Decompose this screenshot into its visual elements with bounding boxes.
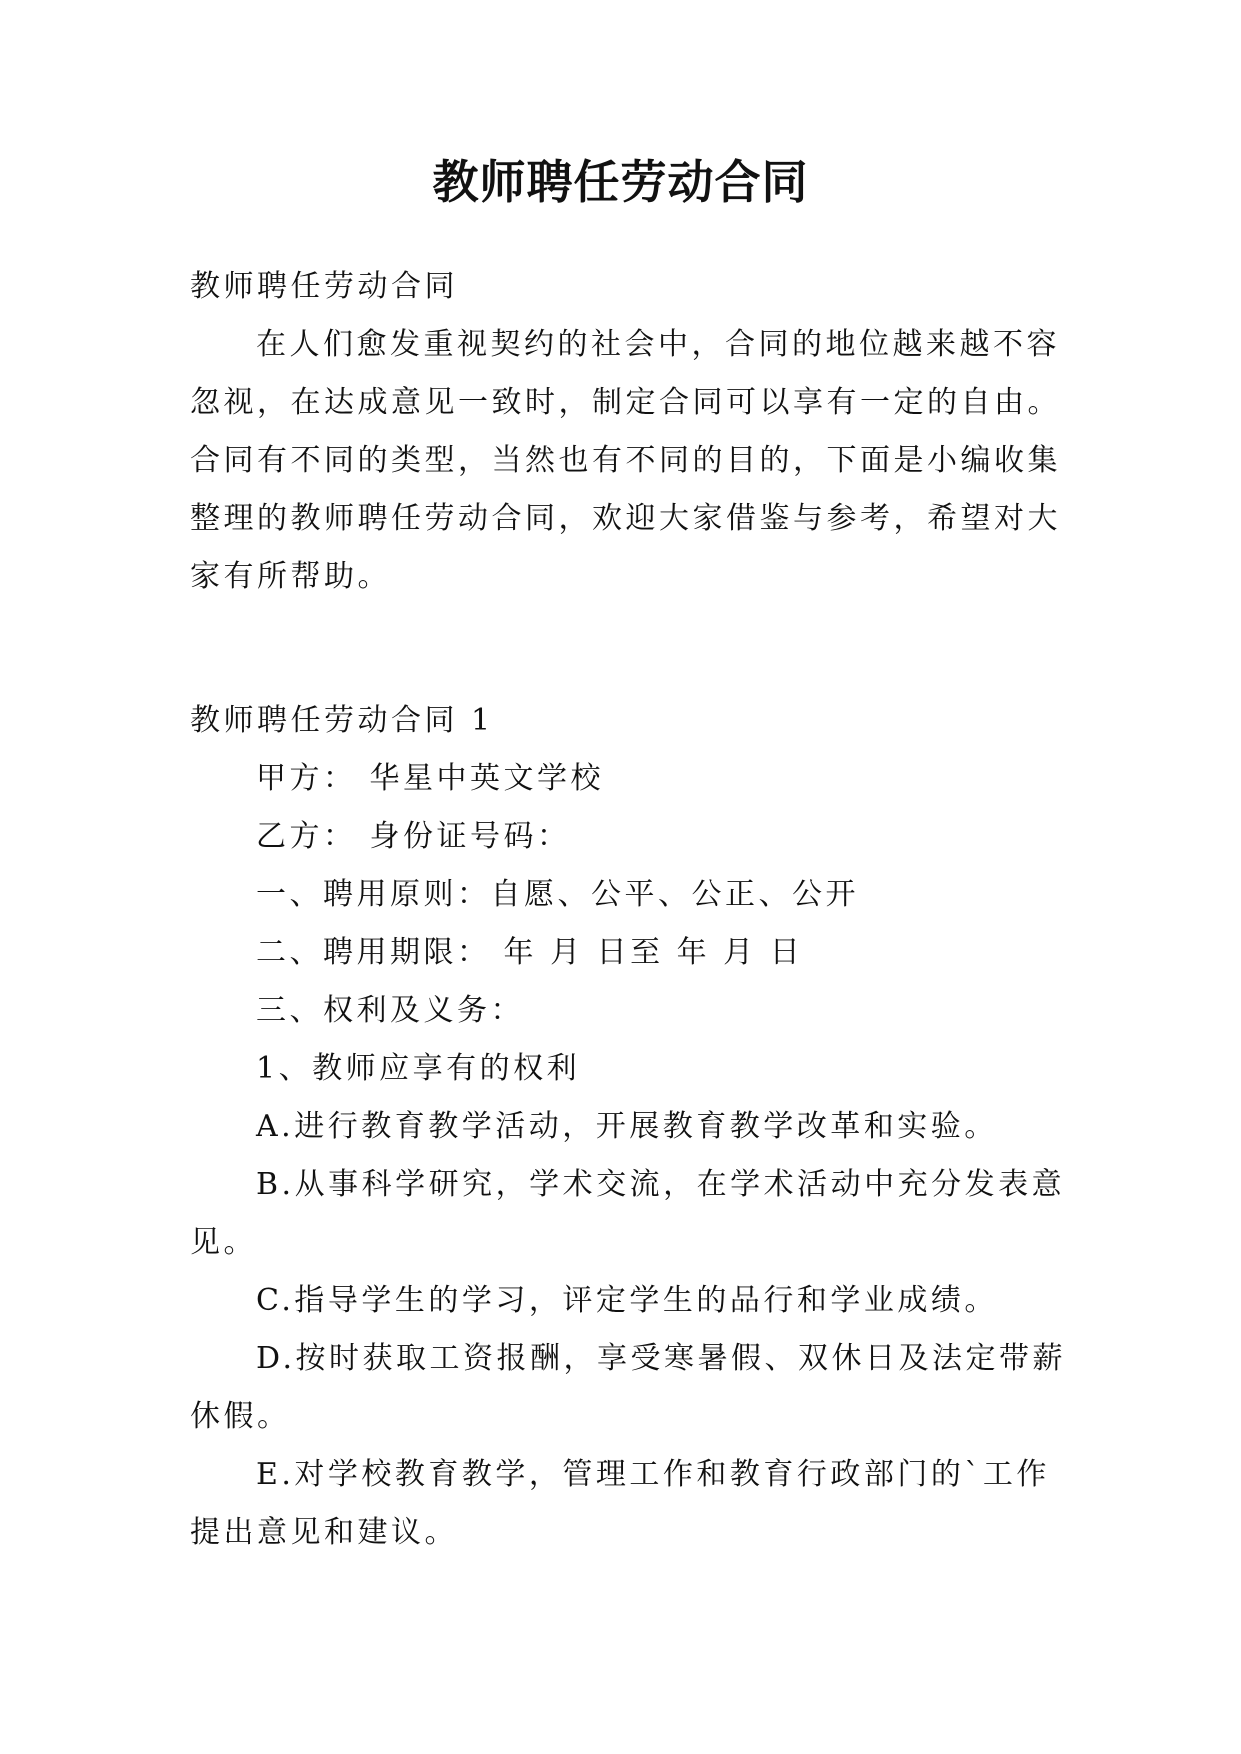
intro-heading: 教师聘任劳动合同 (190, 269, 458, 304)
rights-item-b: B.从事科学研究，学术交流，在学术活动中充分发表意 (256, 1167, 1066, 1202)
party-a: 甲方： 华星中英文学校 (256, 761, 605, 796)
rights-heading: 1、教师应享有的权利 (256, 1051, 581, 1086)
clause-rights-duties: 三、权利及义务： (256, 993, 524, 1028)
party-b: 乙方： 身份证号码： (256, 819, 571, 854)
rights-item-d-cont: 休假。 (190, 1399, 291, 1434)
clause-term: 二、聘用期限： 年 月 日至 年 月 日 (256, 935, 804, 970)
rights-item-c: C.指导学生的学习，评定学生的品行和学业成绩。 (256, 1283, 998, 1318)
intro-line: 家有所帮助。 (190, 559, 391, 594)
section-heading: 教师聘任劳动合同 1 (190, 703, 494, 738)
rights-item-a: A.进行教育教学活动，开展教育教学改革和实验。 (256, 1109, 998, 1144)
rights-item-d: D.按时获取工资报酬，享受寒暑假、双休日及法定带薪 (256, 1341, 1067, 1376)
intro-line: 整理的教师聘任劳动合同，欢迎大家借鉴与参考，希望对大 (190, 501, 1061, 536)
intro-line: 在人们愈发重视契约的社会中，合同的地位越来越不容 (256, 327, 1060, 362)
rights-item-e-cont: 提出意见和建议。 (190, 1515, 458, 1550)
rights-item-e: E.对学校教育教学，管理工作和教育行政部门的`工作 (256, 1457, 1050, 1492)
document-title: 教师聘任劳动合同 (432, 155, 809, 209)
clause-principle: 一、聘用原则：自愿、公平、公正、公开 (256, 877, 859, 912)
intro-line: 忽视，在达成意见一致时，制定合同可以享有一定的自由。 (190, 385, 1061, 420)
intro-line: 合同有不同的类型，当然也有不同的目的，下面是小编收集 (190, 443, 1061, 478)
rights-item-b-cont: 见。 (190, 1225, 257, 1260)
intro-block (190, 258, 1060, 606)
contract-section (190, 692, 1067, 1562)
